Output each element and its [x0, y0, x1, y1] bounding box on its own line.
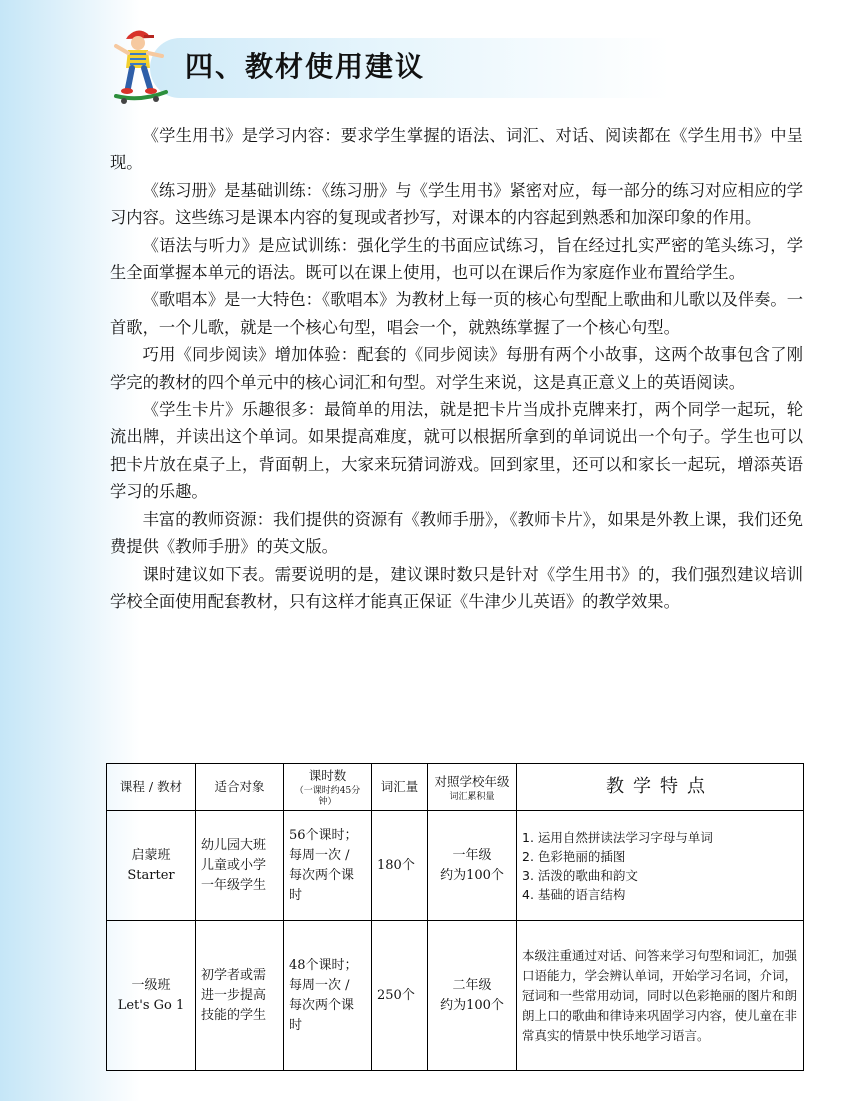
paragraph: 《学生卡片》乐趣很多：最简单的用法，就是把卡片当成扑克牌来打，两个同学一起玩，轮流出牌，并读出这个单词。如果提高难度，就可以根据所拿到的单词说出一个句子。学生也可以把卡片放在桌子上，背面朝上，大家来玩猜词游戏。回到家里，还可以和家长一起玩，增添英语学习的乐趣。 [110, 400, 803, 502]
cell-audience: 初学者或需进一步提高技能的学生 [196, 921, 284, 1071]
course-name-cn: 一级班 [131, 977, 171, 993]
list-item: 2. 色彩艳丽的插图 [522, 848, 626, 864]
feature-list [522, 828, 798, 904]
paragraph: 《学生用书》是学习内容：要求学生掌握的语法、词汇、对话、阅读都在《学生用书》中呈现。 [110, 126, 803, 173]
cell-hours: 48个课时；每周一次 / 每次两个课时 [284, 921, 372, 1071]
header-audience: 适合对象 [196, 764, 284, 811]
course-name-cn: 启蒙班 [131, 847, 171, 863]
table-row [107, 921, 804, 1071]
table-header-row [107, 764, 804, 811]
header-hours-label: 课时数 [308, 768, 347, 783]
list-item: 4. 基础的语言结构 [522, 886, 626, 902]
body-text [110, 122, 803, 615]
paragraph: 《练习册》是基础训练：《练习册》与《学生用书》紧密对应，每一部分的练习对应相应的学习内容。这些练习是课本内容的复现或者抄写，对课本的内容起到熟悉和加深印象的作用。 [110, 180, 803, 228]
cell-course [107, 921, 196, 1071]
header-grade [428, 764, 517, 811]
paragraph: 丰富的教师资源：我们提供的资源有《教师手册》，《教师卡片》，如果是外教上课，我们还免费提供《教师手册》的英文版。 [110, 509, 803, 557]
cell-features: 本级注重通过对话、问答来学习句型和词汇，加强口语能力，学会辨认单词，开始学习名词，介词，冠词和一些常用动词，同时以色彩艳丽的图片和朗朗上口的歌曲和律诗来巩固学习内容，使儿童在非常真实的情景中快乐地学习语言。 [517, 921, 804, 1071]
section-title: 四、教材使用建议 [185, 50, 426, 83]
cell-features [517, 811, 804, 921]
grade-label: 一年级 [452, 847, 492, 863]
header-features: 教学特点 [517, 764, 804, 811]
cell-vocab: 180个 [372, 811, 428, 921]
cell-grade [428, 811, 517, 921]
paragraph: 《语法与听力》是应试训练：强化学生的书面应试练习，旨在经过扎实严密的笔头练习，学生全面掌握本单元的语法。既可以在课上使用，也可以在课后作为家庭作业布置给学生。 [110, 235, 803, 283]
header-vocab: 词汇量 [372, 764, 428, 811]
paragraph: 课时建议如下表。需要说明的是，建议课时数只是针对《学生用书》的，我们强烈建议培训学校全面使用配套教材，只有这样才能真正保证《牛津少儿英语》的教学效果。 [110, 564, 803, 611]
course-name-en: Let's Go 1 [117, 997, 185, 1013]
cell-audience: 幼儿园大班儿童或小学一年级学生 [196, 811, 284, 921]
header-hours-sub: （一课时约45分钟） [294, 786, 361, 807]
grade-vocab: 约为100个 [440, 867, 504, 883]
header-grade-label: 对照学校年级 [434, 773, 510, 789]
list-item: 1. 运用自然拼读法学习字母与单词 [522, 829, 713, 845]
course-hours-table [106, 763, 804, 1071]
header-hours [284, 764, 372, 811]
header-course: 课程 / 教材 [107, 764, 196, 811]
grade-label: 二年级 [452, 977, 492, 993]
paragraph: 《歌唱本》是一大特色：《歌唱本》为教材上每一页的核心句型配上歌曲和儿歌以及伴奏。一首歌，一个儿歌，就是一个核心句型，唱会一个，就熟练掌握了一个核心句型。 [110, 290, 803, 337]
cell-vocab: 250个 [372, 921, 428, 1071]
header-grade-sub: 词汇累积量 [449, 791, 495, 802]
skateboard-kid-illustration [108, 26, 172, 110]
course-name-en: Starter [127, 867, 175, 883]
paragraph: 巧用《同步阅读》增加体验：配套的《同步阅读》每册有两个小故事，这两个故事包含了刚学完的教材的四个单元中的核心词汇和句型。对学生来说，这是真正意义上的英语阅读。 [110, 345, 803, 392]
cell-course [107, 811, 196, 921]
table-row [107, 811, 804, 921]
list-item: 3. 活泼的歌曲和韵文 [522, 867, 638, 883]
grade-vocab: 约为100个 [440, 997, 504, 1013]
cell-hours: 56个课时；每周一次 / 每次两个课时 [284, 811, 372, 921]
cell-grade [428, 921, 517, 1071]
